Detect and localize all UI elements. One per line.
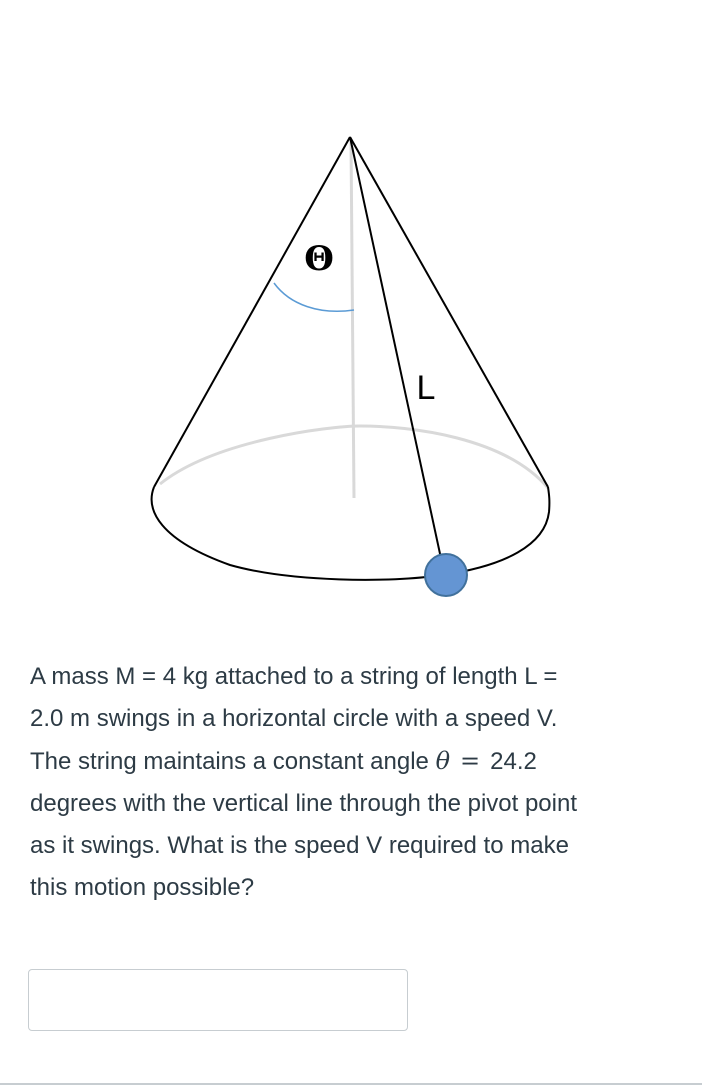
question-line-2: 2.0 m swings in a horizontal circle with a speed V.	[30, 705, 558, 732]
cone-left-side	[154, 137, 350, 487]
equals-sign: =	[460, 747, 481, 775]
question-text	[30, 656, 682, 909]
theta-symbol: θ	[435, 747, 451, 775]
question-line-4: degrees with the vertical line through the pivot point	[30, 790, 577, 817]
length-label: L	[416, 369, 436, 407]
string-line	[350, 137, 442, 563]
mass-bob	[425, 554, 467, 596]
circle-front-arc	[152, 487, 550, 580]
question-line-6: this motion possible?	[30, 874, 255, 901]
question-line-3-text: The string maintains a constant angle	[30, 748, 436, 775]
theta-label: Θ	[304, 239, 334, 279]
answer-input[interactable]	[28, 969, 408, 1031]
question-line-3	[30, 740, 682, 783]
angle-value: 24.2	[490, 748, 537, 775]
question-line-5: as it swings. What is the speed V required to make	[30, 832, 569, 859]
bottom-divider	[0, 1083, 702, 1085]
question-line-1: A mass M = 4 kg attached to a string of length L =	[30, 663, 558, 690]
angle-arc	[274, 283, 354, 311]
vertical-axis-line	[351, 140, 354, 498]
